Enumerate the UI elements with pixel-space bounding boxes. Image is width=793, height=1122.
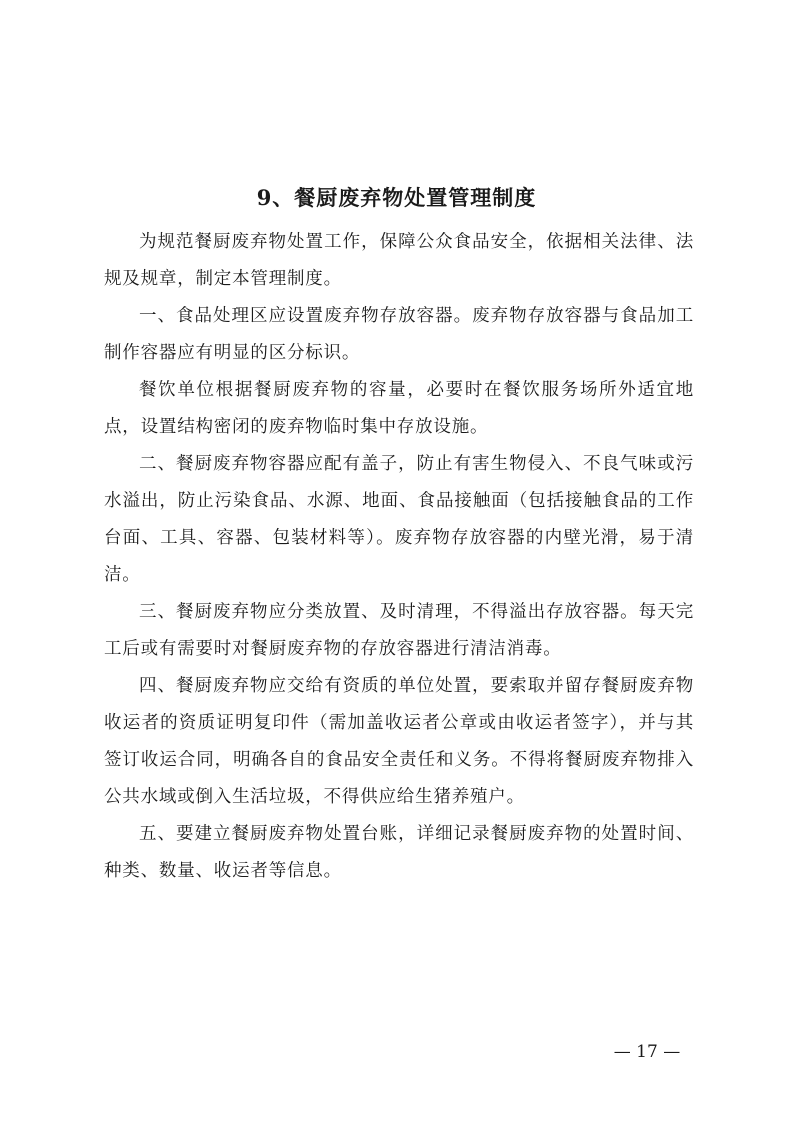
paragraph-clause-5: 五、要建立餐厨废弃物处置台账，详细记录餐厨废弃物的处置时间、种类、数量、收运者等信息。	[104, 824, 694, 881]
paragraph-clause-2: 二、餐厨废弃物容器应配有盖子，防止有害生物侵入、不良气味或污水溢出，防止污染食品、水源、地面、食品接触面（包括接触食品的工作台面、工具、容器、包装材料等）。废弃物存放容器的内壁光滑，易于清洁。	[104, 454, 694, 585]
paragraph-clause-1-supplement: 餐饮单位根据餐厨废弃物的容量，必要时在餐饮服务场所外适宜地点，设置结构密闭的废弃物临时集中存放设施。	[104, 380, 694, 437]
paragraph-clause-1: 一、食品处理区应设置废弃物存放容器。废弃物存放容器与食品加工制作容器应有明显的区分标识。	[104, 306, 694, 363]
document-title: 9、餐厨废弃物处置管理制度	[256, 185, 537, 210]
document-body	[104, 224, 694, 890]
page-number: — 17 —	[613, 1042, 681, 1062]
paragraph-clause-3: 三、餐厨废弃物应分类放置、及时清理，不得溢出存放容器。每天完工后或有需要时对餐厨废弃物的存放容器进行清洁消毒。	[104, 602, 694, 659]
paragraph-intro: 为规范餐厨废弃物处置工作，保障公众食品安全，依据相关法律、法规及规章，制定本管理制度。	[104, 232, 694, 289]
paragraph-clause-4: 四、餐厨废弃物应交给有资质的单位处置，要索取并留存餐厨废弃物收运者的资质证明复印件（需加盖收运者公章或由收运者签字），并与其签订收运合同，明确各自的食品安全责任和义务。不得将餐厨废弃物排入公共水域或倒入生活垃圾，不得供应给生猪养殖户。	[104, 676, 694, 807]
